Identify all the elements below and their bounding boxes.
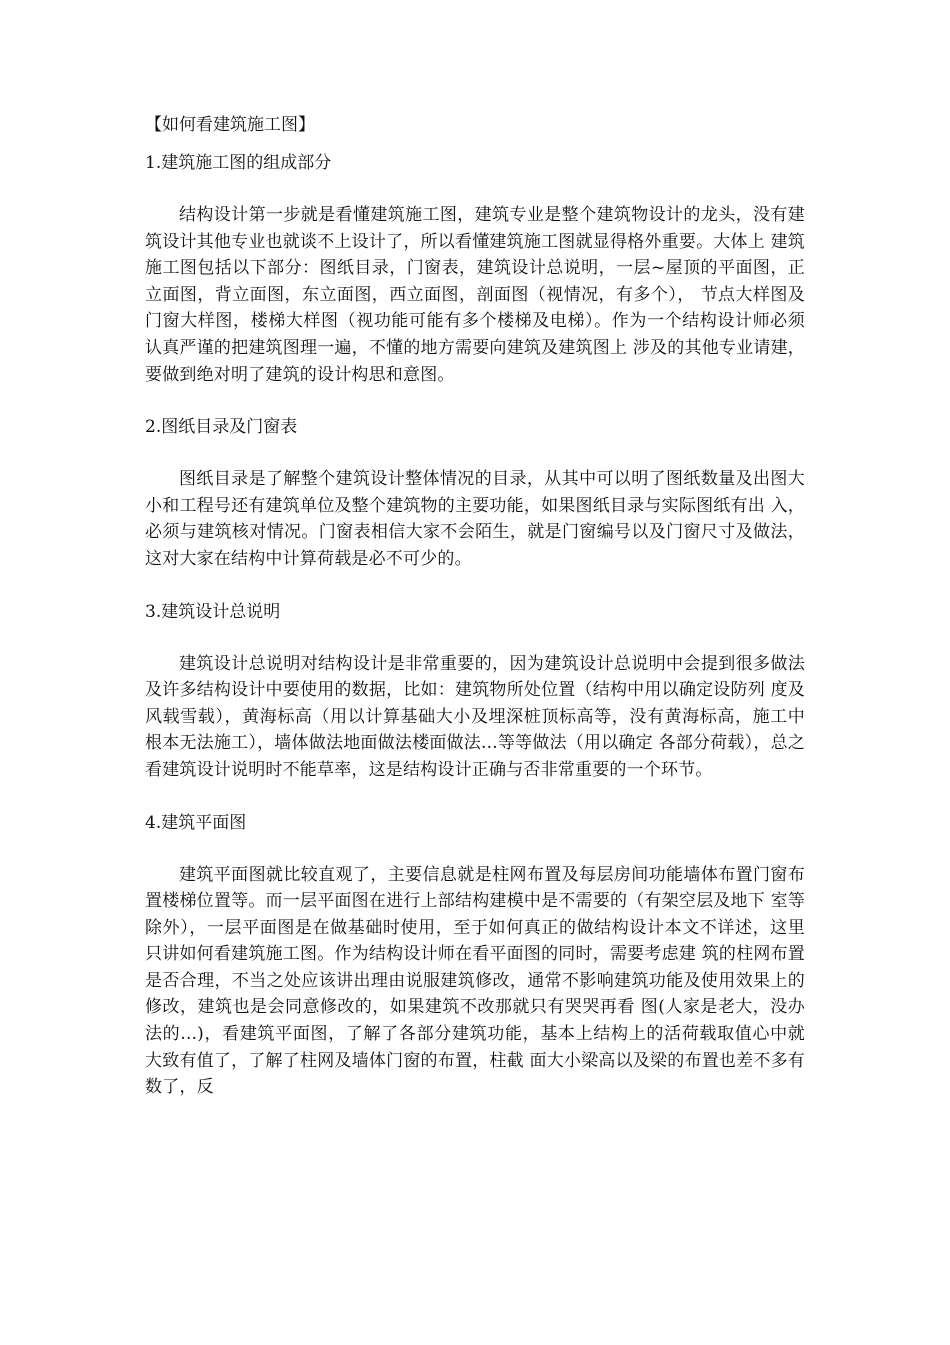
section-heading-3: 3.建筑设计总说明: [145, 601, 281, 622]
section-body-3: 建筑设计总说明对结构设计是非常重要的，因为建筑设计总说明中会提到很多做法及许多结构设计中要使用的数据，比如：建筑物所处位置（结构中用以确定设防列 度及风载雪载），黄海标高（用以计算基础大小及埋深桩顶标高等，没有黄海标高，施工中根本无法施工），墙体做法地面做法楼面做法...等等做法（用以确定 各部分荷载），总之看建筑设计说明时不能草率，这是结构设计正确与否非常重要的一个环节。: [145, 653, 805, 780]
section-body-2: 图纸目录是了解整个建筑设计整体情况的目录，从其中可以明了图纸数量及出图大小和工程号还有建筑单位及整个建筑物的主要功能，如果图纸目录与实际图纸有出 入，必须与建筑核对情况。门窗表相信大家不会陌生，就是门窗编号以及门窗尺寸及做法，这对大家在结构中计算荷载是必不可少的。: [145, 469, 805, 569]
document-title: 【如何看建筑施工图】: [145, 115, 315, 135]
section-body-1: 结构设计第一步就是看懂建筑施工图，建筑专业是整个建筑物设计的龙头，没有建筑设计其他专业也就谈不上设计了，所以看懂建筑施工图就显得格外重要。大体上 建筑施工图包括以下部分：图纸目录，门窗表，建筑设计总说明，一层~屋顶的平面图，正立面图，背立面图，东立面图，西立面图，剖面图（视情况，有多个）， 节点大样图及门窗大样图，楼梯大样图（视功能可能有多个楼梯及电梯）。作为一个结构设计师必须认真严谨的把建筑图理一遍，不懂的地方需要向建筑及建筑图上 涉及的其他专业请建，要做到绝对明了建筑的设计构思和意图。: [145, 205, 805, 385]
section-heading-4: 4.建筑平面图: [145, 812, 247, 833]
document-page: [145, 112, 805, 1127]
section-heading-2: 2.图纸目录及门窗表: [145, 417, 298, 438]
section-body-4: 建筑平面图就比较直观了，主要信息就是柱网布置及每层房间功能墙体布置门窗布置楼梯位置等。而一层平面图在进行上部结构建模中是不需要的（有架空层及地下 室等除外），一层平面图是在做基础时使用，至于如何真正的做结构设计本文不详述，这里只讲如何看建筑施工图。作为结构设计师在看平面图的同时，需要考虑建 筑的柱网布置是否合理，不当之处应该讲出理由说服建筑修改，通常不影响建筑功能及使用效果上的修改，建筑也是会同意修改的，如果建筑不改那就只有哭哭再看 图(人家是老大，没办法的...)，看建筑平面图，了解了各部分建筑功能，基本上结构上的活荷载取值心中就大致有值了，了解了柱网及墙体门窗的布置，柱截 面大小梁高以及梁的布置也差不多有数了，反: [145, 864, 805, 1098]
section-heading-1: 1.建筑施工图的组成部分: [145, 153, 332, 173]
